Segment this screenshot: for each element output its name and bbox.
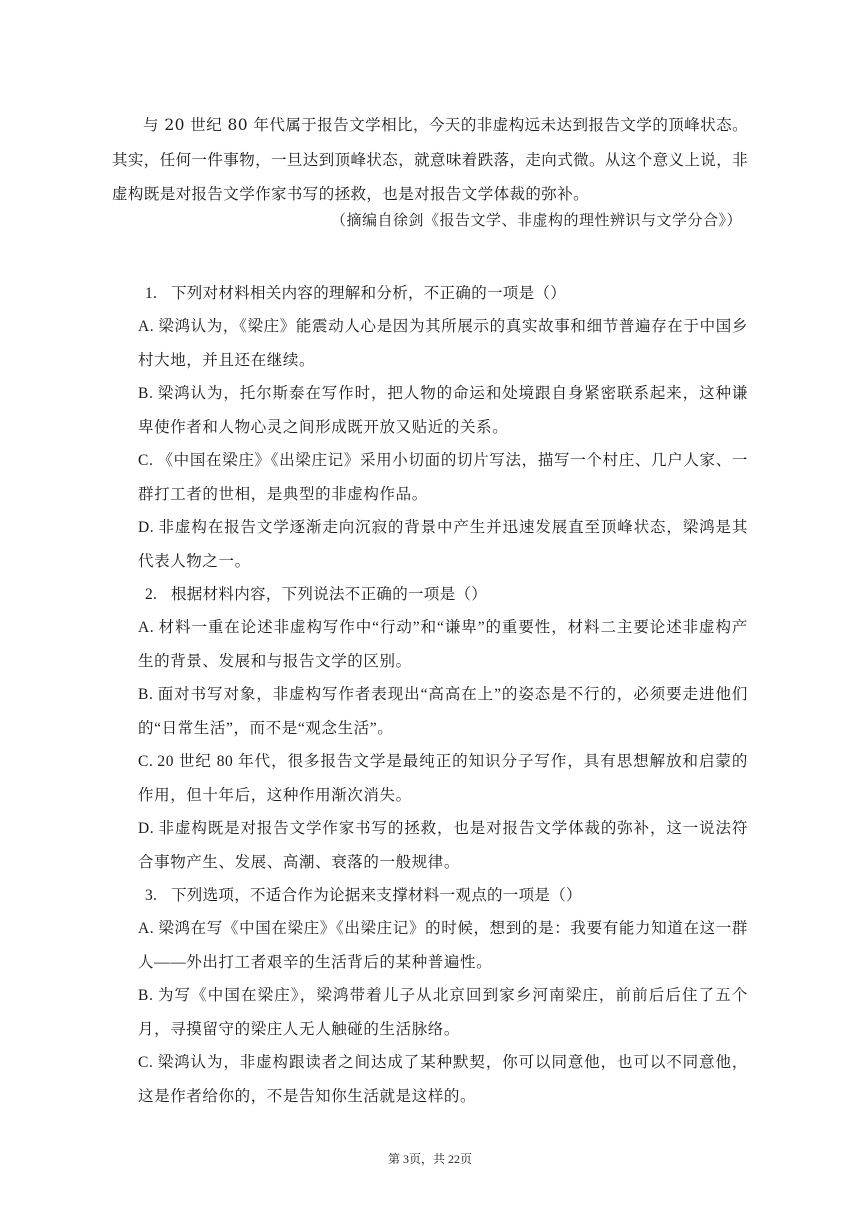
option-label: C.: [138, 1054, 154, 1071]
page-footer: 第 3页，共 22页: [387, 1152, 472, 1166]
option-text: 非虚构既是对报告文学作家书写的拯救，也是对报告文学体裁的弥补，这一说法符合事物产生、发展、高潮、衰落的一般规律。: [138, 820, 748, 871]
option-c: [138, 1046, 748, 1113]
option-text: 为写《中国在梁庄》，梁鸿带着儿子从北京回到家乡河南梁庄，前前后后住了五个月，寻摸留守的梁庄人无人触碰的生活脉络。: [138, 987, 748, 1038]
option-label: C.: [138, 753, 154, 770]
option-text: 梁鸿认为，托尔斯泰在写作时，把人物的命运和处境跟自身紧密联系起来，这种谦卑使作者和人物心灵之间形成既开放又贴近的关系。: [138, 385, 748, 436]
option-text: 梁鸿在写《中国在梁庄》《出梁庄记》的时候，想到的是：我要有能力知道在这一群人——外出打工者艰辛的生活背后的某种普遍性。: [138, 920, 748, 971]
option-text: 《中国在梁庄》《出梁庄记》采用小切面的切片写法，描写一个村庄、几户人家、一群打工者的世相，是典型的非虚构作品。: [138, 452, 748, 503]
option-label: A.: [138, 318, 155, 335]
option-text: 20 世纪 80 年代，很多报告文学是最纯正的知识分子写作，具有思想解放和启蒙的作用，但十年后，这种作用渐次消失。: [138, 753, 748, 804]
question-1: [138, 277, 748, 578]
option-a: [138, 912, 748, 979]
option-text: 梁鸿认为，《梁庄》能震动人心是因为其所展示的真实故事和细节普遍存在于中国乡村大地，并且还在继续。: [138, 318, 748, 369]
option-label: C.: [138, 452, 154, 469]
option-text: 梁鸿认为，非虚构跟读者之间达成了某种默契，你可以同意他，也可以不同意他，这是作者给你的，不是告知你生活就是这样的。: [138, 1054, 748, 1105]
question-3: [138, 879, 748, 1113]
question-number: 2.: [145, 586, 158, 603]
intro-passage: [112, 108, 748, 212]
question-list: [138, 277, 748, 1113]
question-text: 下列对材料相关内容的理解和分析，不正确的一项是（）: [171, 285, 567, 302]
option-label: B.: [138, 686, 154, 703]
option-label: D.: [138, 820, 155, 837]
question-stem: [142, 578, 748, 611]
option-d: [138, 812, 748, 879]
option-text: 材料一重在论述非虚构写作中“行动”和“谦卑”的重要性，材料二主要论述非虚构产生的背景、发展和与报告文学的区别。: [138, 619, 748, 670]
option-a: [138, 310, 748, 377]
question-2: [138, 578, 748, 879]
option-label: A.: [138, 619, 155, 636]
option-c: [138, 444, 748, 511]
option-c: [138, 745, 748, 812]
option-b: [138, 377, 748, 444]
option-label: B.: [138, 987, 154, 1004]
source-citation: （摘编自徐剑《报告文学、非虚构的理性辨识与文学分合》）: [330, 213, 742, 229]
option-label: A.: [138, 920, 155, 937]
option-text: 非虚构在报告文学逐渐走向沉寂的背景中产生并迅速发展直至顶峰状态，梁鸿是其代表人物之一。: [138, 519, 748, 570]
option-b: [138, 979, 748, 1046]
question-stem: [142, 277, 748, 310]
question-number: 3.: [145, 887, 158, 904]
option-label: D.: [138, 519, 155, 536]
option-text: 面对书写对象，非虚构写作者表现出“高高在上”的姿态是不行的，必须要走进他们的“日常生活”，而不是“观念生活”。: [138, 686, 748, 737]
question-text: 下列选项，不适合作为论据来支撑材料一观点的一项是（）: [171, 887, 582, 904]
intro-paragraph: 与 20 世纪 80 年代属于报告文学相比，今天的非虚构远未达到报告文学的顶峰状态。其实，任何一件事物，一旦达到顶峰状态，就意味着跌落，走向式微。从这个意义上说，非虚构既是对报告文学作家书写的拯救，也是对报告文学体裁的弥补。: [112, 116, 749, 203]
question-number: 1.: [145, 285, 158, 302]
question-stem: [142, 879, 748, 912]
option-a: [138, 611, 748, 678]
option-d: [138, 511, 748, 578]
question-text: 根据材料内容，下列说法不正确的一项是（）: [171, 586, 488, 603]
option-label: B.: [138, 385, 154, 402]
option-b: [138, 678, 748, 745]
